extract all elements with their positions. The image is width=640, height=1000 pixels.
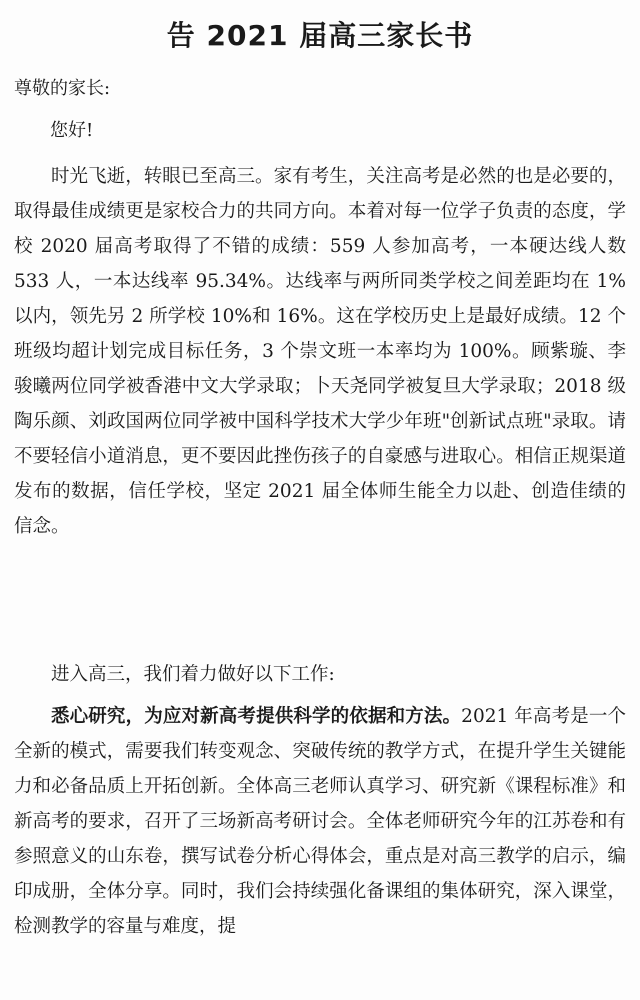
paragraph-research (14, 699, 626, 944)
greeting: 您好! (50, 120, 94, 141)
paragraph-intro-work: 进入高三，我们着力做好以下工作: (51, 664, 335, 685)
letter-title: 告 2021 届高三家长书 (166, 19, 474, 52)
paragraph-achievements: 时光飞逝，转眼已至高三。家有考生，关注高考是必然的也是必要的，取得最佳成绩更是家校合力的共同方向。本着对每一位学子负责的态度，学校 2020 届高考取得了不错的成绩：559 人参加高考，一本硬达线人数 533 人，一本达线率 95.34%。达线率与两所同类学校之间差距均在 1%以内，领先另 2 所学校 10%和 16%。这在学校历史上是最好成绩。12 个班级均超计划完成目标任务，3 个崇文班一本率均为 100%。顾紫璇、李骏曦两位同学被香港中文大学录取；卜天尧同学被复旦大学录取；2018 级陶乐颜、刘政国两位同学被中国科学技术大学少年班"创新试点班"录取。请不要轻信小道消息，更不要因此挫伤孩子的自豪感与进取心。相信正规渠道发布的数据，信任学校，坚定 2021 届全体师生能全力以赴、创造佳绩的信念。 (14, 166, 626, 537)
paragraph-research-heading: 悉心研究，为应对新高考提供科学的依据和方法。 (51, 706, 462, 727)
paragraph-research-body: 2021 年高考是一个全新的模式，需要我们转变观念、突破传统的教学方式，在提升学生关键能力和必备品质上开拓创新。全体高三老师认真学习、研究新《课程标准》和新高考的要求，召开了三场新高考研讨会。全体老师研究今年的江苏卷和有参照意义的山东卷，撰写试卷分析心得体会，重点是对高三教学的启示，编印成册，全体分享。同时，我们会持续强化备课组的集体研究，深入课堂，检测教学的容量与难度，提 (14, 706, 626, 937)
salutation: 尊敬的家长: (14, 78, 111, 99)
